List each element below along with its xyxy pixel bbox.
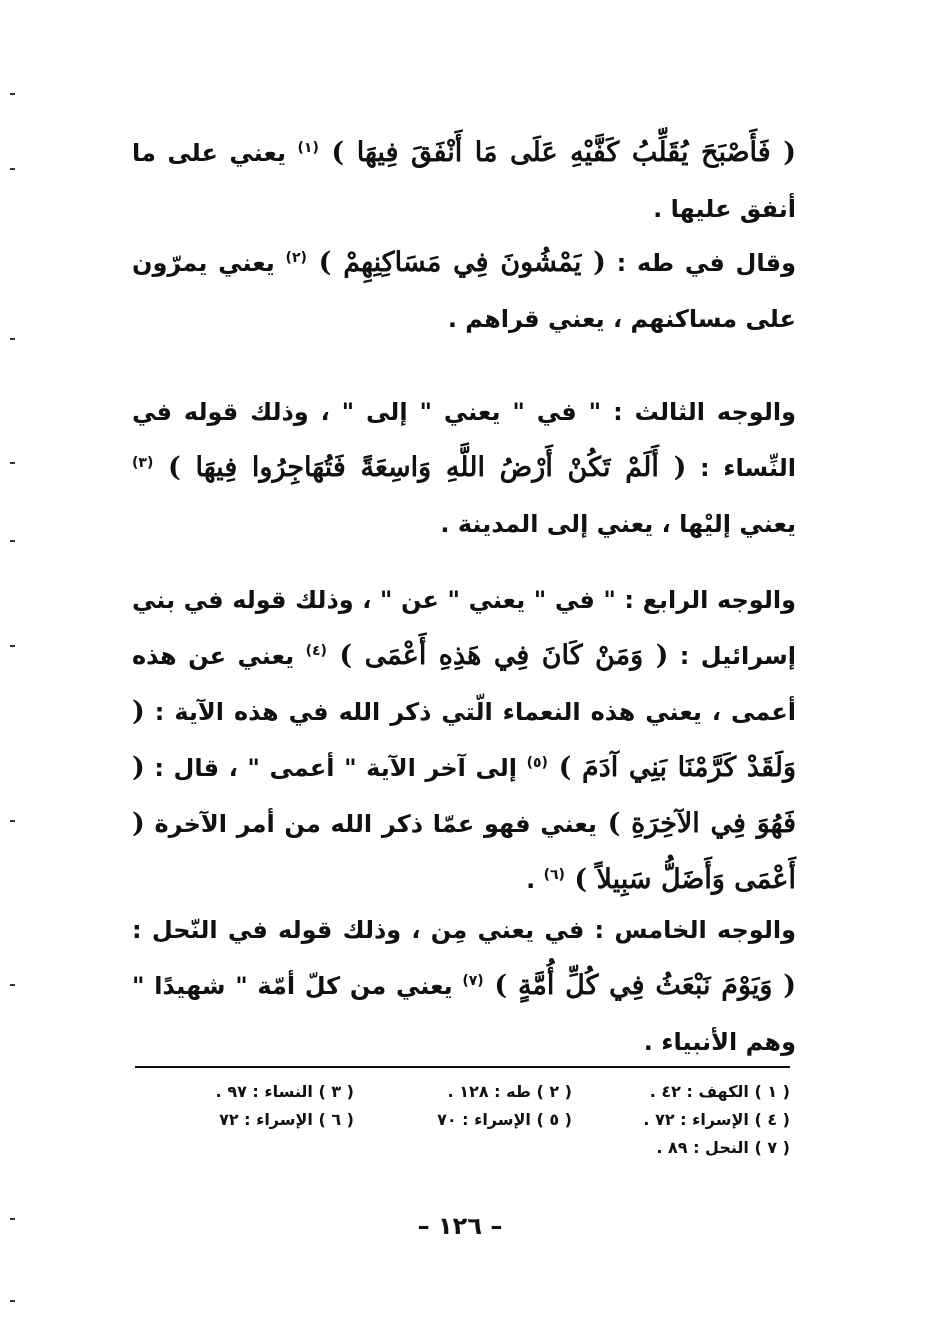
quran-verse: ( يَمْشُونَ فِي مَسَاكِنِهِمْ ) xyxy=(306,247,606,278)
body-text-run: يعني على ما أنفق عليها . xyxy=(132,139,796,223)
footnote-ref: (٤) xyxy=(305,643,327,659)
quran-verse: ( وَيَوْمَ نَبْعَثُ فِي كُلِّ أُمَّةٍ ) xyxy=(483,970,796,1001)
body-text-run: وقال في طه : xyxy=(605,249,797,277)
scan-speck xyxy=(10,338,15,340)
footnote-ref: (٦) xyxy=(543,867,565,883)
quran-verse: ( فَأَصْبَحَ يُقَلِّبُ كَفَّيْهِ عَلَى مَا أَنْفَقَ فِيهَا ) xyxy=(318,137,796,168)
scan-speck xyxy=(10,1218,15,1220)
footnote-separator xyxy=(135,1066,790,1068)
body-text-run: يعني يمرّون على مساكنهم ، يعني قراهم . xyxy=(132,249,796,333)
body-text-run: والوجه الخامس : في يعني مِن ، وذلك قوله في النّحل : xyxy=(132,916,796,944)
body-text-run: يعني عن هذه أعمى ، يعني هذه النعماء الّتي ذكر الله في هذه الآية : xyxy=(132,642,796,726)
footnote: ( ٥ ) الإسراء : ٧٠ xyxy=(437,1110,572,1129)
body-text-run: يعني فهو عمّا ذكر الله من أمر الآخرة xyxy=(144,810,597,838)
footnote-row xyxy=(135,1106,790,1134)
quran-verse: ( أَلَمْ تَكُنْ أَرْضُ اللَّهِ وَاسِعَةً فَتُهَاجِرُوا فِيهَا ) xyxy=(153,452,687,483)
footnote: ( ٣ ) النساء : ٩٧ . xyxy=(215,1082,354,1101)
body-text-run: يعني من كلّ أمّة " شهيدًا " وهم الأنبياء . xyxy=(132,972,796,1056)
scan-speck xyxy=(10,645,15,647)
quran-verse: ( فَهُوَ فِي الآخِرَةِ ) xyxy=(132,752,796,839)
footnote: ( ٦ ) الإسراء : ٧٢ xyxy=(219,1110,354,1129)
scan-speck xyxy=(10,462,15,464)
quran-verse: ( وَمَنْ كَانَ فِي هَذِهِ أَعْمَى ) xyxy=(326,640,669,671)
footnote-row xyxy=(135,1134,790,1162)
scan-speck xyxy=(10,540,15,542)
scan-speck xyxy=(10,984,15,986)
body-text-run: والوجه الرابع : " في " يعني " عن " ، وذلك قوله في بني إسرائيل : xyxy=(132,586,797,670)
quran-verse: ( وَلَقَدْ كَرَّمْنَا بَنِي آدَمَ ) xyxy=(132,696,796,783)
footnote: ( ٤ ) الإسراء : ٧٢ . xyxy=(643,1110,790,1129)
paragraph-5 xyxy=(132,902,796,1070)
footnote-row xyxy=(135,1078,790,1106)
body-text-run: إلى آخر الآية " أعمى " ، قال : xyxy=(144,754,527,782)
footnote-ref: (١) xyxy=(297,140,319,156)
footnotes xyxy=(135,1078,790,1162)
footnote-ref: (٣) xyxy=(132,455,154,471)
paragraph-4 xyxy=(132,572,796,908)
footnote-ref: (٧) xyxy=(462,973,484,989)
footnote: ( ٢ ) طه : ١٢٨ . xyxy=(447,1082,572,1101)
footnote-ref: (٢) xyxy=(285,250,307,266)
paragraph-2 xyxy=(132,235,796,347)
page-number: – ١٢٦ – xyxy=(417,1212,503,1240)
footnote-ref: (٥) xyxy=(526,755,548,771)
quran-verse: ( أَعْمَى وَأَضَلُّ سَبِيلاً ) xyxy=(132,808,796,895)
body-text-run: والوجه الثالث : " في " يعني " إلى " ، وذلك قوله في النِّساء : xyxy=(132,398,797,482)
paragraph-1 xyxy=(132,125,796,237)
scan-speck xyxy=(10,93,15,95)
paragraph-3 xyxy=(132,384,796,552)
body-text-run: . xyxy=(526,866,544,894)
body-text-run: يعني إليْها ، يعني إلى المدينة . xyxy=(440,510,796,538)
scan-speck xyxy=(10,168,15,170)
footnote: ( ٧ ) النحل : ٨٩ . xyxy=(656,1138,790,1157)
footnote: ( ١ ) الكهف : ٤٢ . xyxy=(649,1082,790,1101)
scan-speck xyxy=(10,1300,15,1302)
scan-speck xyxy=(10,820,15,822)
